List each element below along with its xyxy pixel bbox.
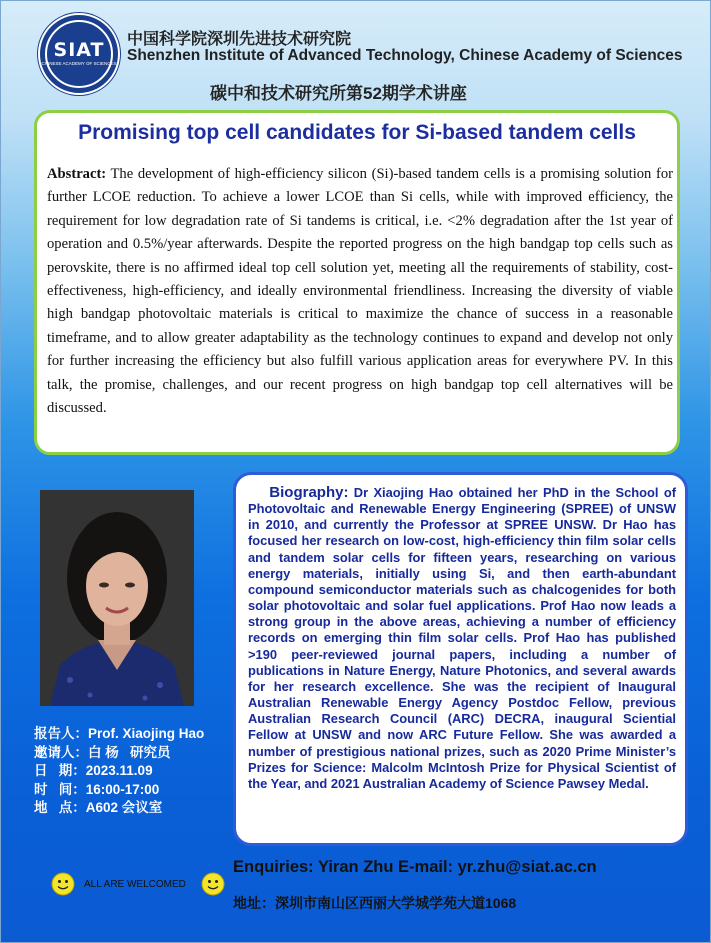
date-line: 日 期：2023.11.09 — [34, 763, 153, 778]
place-line: 地 点：A602 会议室 — [34, 800, 163, 815]
abstract-label: Abstract: — [47, 166, 107, 182]
time-line: 时 间：16:00-17:00 — [34, 781, 160, 797]
siat-logo — [38, 13, 120, 95]
biography-paragraph — [248, 485, 676, 792]
institute-name-en: Shenzhen Institute of Advanced Technology, Chinese Academy of Sciences — [127, 47, 683, 64]
smiley-icon — [51, 872, 75, 896]
biography-label: Biography: — [269, 484, 349, 501]
biography-text: Dr Xiaojing Hao obtained her PhD in the School of Photovoltaic and Renewable Energy Engineering (SPREE) of UNSW in 2010, and currently the Professor at SPREE UNSW. Dr Hao has focused her research on low-cost, high-efficiency thin film solar cells and tandem solar cells for fifteen years, researching on various energy materials, initially using Si, and then earth-abundant compound semiconductor materials such as chalcogenides for both solar photovoltaic and solar fuel applications. Prof Hao now leads a strong group in the above areas, achieving a number of efficiency records on emerging thin film solar cells. Prof Hao has published >190 peer-reviewed journal papers, including a number of publications in Nature Energy, Nature Photonics, and several awards for her research excellence. She was the recipient of Inaugural Australian Renewable Energy Agency Postdoc Fellow, previous Australian Research Council (ARC) DECRA, inaugural Sciential Fellow at UNSW and now ARC Future Fellow. She was awarded a number of prestigious national prizes, such as 2020 Prime Minister’s Prizes for Science: Malcolm McIntosh Prize for Physical Scientist of the Year, and 2021 Australian Academy of Science Pawsey Medal. — [248, 485, 676, 791]
logo-subtext: CHINESE ACADEMY OF SCIENCES — [41, 61, 117, 66]
welcome-text: ALL ARE WELCOMED — [84, 879, 186, 890]
institute-name-cn: 中国科学院深圳先进技术研究院 — [127, 31, 352, 48]
biography-box — [233, 472, 688, 846]
seminar-title: 碳中和技术研究所第52期学术讲座 — [210, 84, 467, 103]
abstract-text: The development of high-efficiency silicon (Si)-based tandem cells is a promising solution for further LCOE reduction. To achieve a lower LCOE than Si cells, while with improved efficiency, the requirement for low degradation rate of Si tandems is critical, i.e. <2% degradation after the 1st year of operation and 0.5%/year afterwards. Despite the reported progress on the high bandgap top cells such as perovskite, there is no affirmed ideal top cell solution yet, meeting all the requirements of stability, cost-effectiveness, high-efficiency, and ideally environmental friendliness. Increasing the diversity of viable high bandgap photovoltaic materials is critical to maximize the chance of success in a reasonable timeframe, and to allow greater adaptability as the technology continues to expand and develop not only for further increasing the efficiency but also fulfill various application areas for everywhere PV. In this talk, the promise, challenges, and our recent progress on high bandgap top cell alternatives will be discussed. — [47, 166, 673, 417]
abstract-box — [34, 110, 680, 455]
speaker-line: 报告人：Prof. Xiaojing Hao — [34, 726, 205, 741]
abstract-paragraph — [47, 163, 673, 420]
venue-address: 地址：深圳市南山区西丽大学城学苑大道1068 — [233, 895, 517, 911]
enquiries-contact: Enquiries: Yiran Zhu E-mail: yr.zhu@siat.ac.cn — [233, 858, 597, 876]
speaker-photo — [40, 490, 194, 706]
talk-title: Promising top cell candidates for Si-based tandem cells — [78, 121, 636, 144]
host-line: 邀请人：白 杨 研究员 — [34, 744, 171, 760]
smiley-icon — [201, 872, 225, 896]
logo-text: SIAT — [53, 39, 105, 61]
event-info — [34, 725, 204, 818]
